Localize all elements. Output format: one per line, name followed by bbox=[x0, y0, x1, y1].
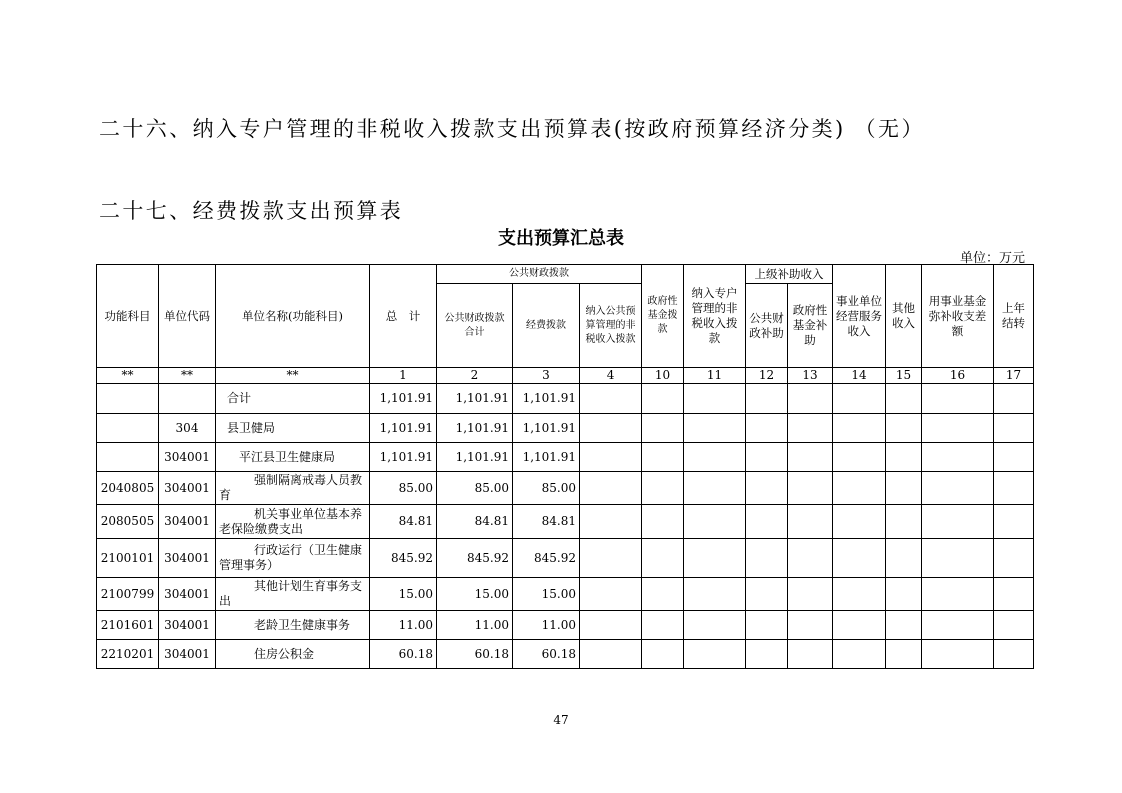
empty-cell bbox=[788, 611, 833, 640]
heading-27: 二十七、经费拨款支出预算表 bbox=[99, 199, 404, 223]
public-total-cell: 11.00 bbox=[437, 611, 513, 640]
column-number-row bbox=[97, 368, 1034, 384]
empty-cell bbox=[684, 640, 746, 669]
table-row bbox=[97, 472, 1034, 505]
empty-cell bbox=[684, 505, 746, 539]
public-total-cell: 845.92 bbox=[437, 539, 513, 578]
empty-cell bbox=[642, 611, 684, 640]
empty-cell bbox=[922, 443, 994, 472]
empty-cell bbox=[994, 578, 1034, 611]
empty-cell bbox=[788, 640, 833, 669]
table-body bbox=[97, 384, 1034, 669]
header-total: 总 计 bbox=[370, 265, 437, 368]
column-number: 10 bbox=[642, 368, 684, 384]
empty-cell bbox=[994, 505, 1034, 539]
func-code-cell: 2101601 bbox=[97, 611, 159, 640]
empty-cell bbox=[684, 472, 746, 505]
table-row bbox=[97, 505, 1034, 539]
unit-name-cell: 住房公积金 bbox=[216, 640, 370, 669]
funding-cell: 84.81 bbox=[513, 505, 580, 539]
column-number: ** bbox=[159, 368, 216, 384]
total-cell: 1,101.91 bbox=[370, 443, 437, 472]
funding-cell: 1,101.91 bbox=[513, 443, 580, 472]
func-code-cell: 2040805 bbox=[97, 472, 159, 505]
column-number: ** bbox=[216, 368, 370, 384]
column-number: 2 bbox=[437, 368, 513, 384]
funding-cell: 60.18 bbox=[513, 640, 580, 669]
unit-code-cell: 304001 bbox=[159, 539, 216, 578]
empty-cell bbox=[886, 578, 922, 611]
header-func-code: 功能科目 bbox=[97, 265, 159, 368]
func-code-cell bbox=[97, 414, 159, 443]
empty-cell bbox=[833, 640, 886, 669]
empty-cell bbox=[922, 539, 994, 578]
table-row bbox=[97, 640, 1034, 669]
unit-code-cell: 304001 bbox=[159, 505, 216, 539]
unit-name-cell: 老龄卫生健康事务 bbox=[216, 611, 370, 640]
table-title: 支出预算汇总表 bbox=[498, 228, 624, 249]
header-nontax-public: 纳入公共预算管理的非税收入拨款 bbox=[580, 284, 642, 368]
unit-code-cell: 304001 bbox=[159, 640, 216, 669]
empty-cell bbox=[994, 611, 1034, 640]
empty-cell bbox=[886, 443, 922, 472]
header-reserve: 用事业基金弥补收支差额 bbox=[922, 265, 994, 368]
total-cell: 15.00 bbox=[370, 578, 437, 611]
empty-cell bbox=[788, 505, 833, 539]
unit-name-cell: 合计 bbox=[216, 384, 370, 414]
empty-cell bbox=[580, 640, 642, 669]
empty-cell bbox=[642, 384, 684, 414]
column-number: 17 bbox=[994, 368, 1034, 384]
public-total-cell: 1,101.91 bbox=[437, 414, 513, 443]
empty-cell bbox=[994, 640, 1034, 669]
empty-cell bbox=[642, 578, 684, 611]
column-number: 3 bbox=[513, 368, 580, 384]
empty-cell bbox=[580, 539, 642, 578]
unit-code-cell: 304001 bbox=[159, 443, 216, 472]
empty-cell bbox=[886, 505, 922, 539]
empty-cell bbox=[642, 640, 684, 669]
unit-name-cell: 机关事业单位基本养老保险缴费支出 bbox=[216, 505, 370, 539]
column-number: 12 bbox=[746, 368, 788, 384]
empty-cell bbox=[922, 611, 994, 640]
empty-cell bbox=[746, 414, 788, 443]
column-number: 11 bbox=[684, 368, 746, 384]
empty-cell bbox=[922, 640, 994, 669]
empty-cell bbox=[684, 384, 746, 414]
empty-cell bbox=[922, 384, 994, 414]
unit-name-cell: 县卫健局 bbox=[216, 414, 370, 443]
funding-cell: 1,101.91 bbox=[513, 384, 580, 414]
empty-cell bbox=[684, 578, 746, 611]
unit-label: 单位：万元 bbox=[959, 251, 1025, 266]
empty-cell bbox=[833, 539, 886, 578]
empty-cell bbox=[746, 578, 788, 611]
unit-name-cell: 行政运行（卫生健康管理事务） bbox=[216, 539, 370, 578]
empty-cell bbox=[994, 384, 1034, 414]
unit-code-cell: 304001 bbox=[159, 472, 216, 505]
func-code-cell bbox=[97, 384, 159, 414]
empty-cell bbox=[580, 384, 642, 414]
empty-cell bbox=[886, 384, 922, 414]
header-public-group: 公共财政拨款 bbox=[437, 265, 642, 284]
funding-cell: 845.92 bbox=[513, 539, 580, 578]
unit-code-cell: 304 bbox=[159, 414, 216, 443]
empty-cell bbox=[684, 611, 746, 640]
empty-cell bbox=[886, 414, 922, 443]
empty-cell bbox=[922, 414, 994, 443]
funding-cell: 11.00 bbox=[513, 611, 580, 640]
header-carryover: 上年结转 bbox=[994, 265, 1034, 368]
empty-cell bbox=[994, 539, 1034, 578]
empty-cell bbox=[746, 472, 788, 505]
empty-cell bbox=[833, 611, 886, 640]
empty-cell bbox=[642, 472, 684, 505]
empty-cell bbox=[642, 414, 684, 443]
empty-cell bbox=[994, 414, 1034, 443]
funding-cell: 15.00 bbox=[513, 578, 580, 611]
empty-cell bbox=[788, 384, 833, 414]
public-total-cell: 15.00 bbox=[437, 578, 513, 611]
heading-26: 二十六、纳入专户管理的非税收入拨款支出预算表(按政府预算经济分类) （无） bbox=[99, 117, 925, 141]
total-cell: 85.00 bbox=[370, 472, 437, 505]
empty-cell bbox=[833, 384, 886, 414]
total-cell: 1,101.91 bbox=[370, 414, 437, 443]
func-code-cell: 2210201 bbox=[97, 640, 159, 669]
func-code-cell: 2100799 bbox=[97, 578, 159, 611]
empty-cell bbox=[642, 443, 684, 472]
total-cell: 1,101.91 bbox=[370, 384, 437, 414]
empty-cell bbox=[833, 472, 886, 505]
empty-cell bbox=[833, 443, 886, 472]
column-number: ** bbox=[97, 368, 159, 384]
empty-cell bbox=[684, 414, 746, 443]
total-cell: 84.81 bbox=[370, 505, 437, 539]
empty-cell bbox=[994, 472, 1034, 505]
empty-cell bbox=[833, 578, 886, 611]
header-funding: 经费拨款 bbox=[513, 284, 580, 368]
empty-cell bbox=[833, 414, 886, 443]
funding-cell: 1,101.91 bbox=[513, 414, 580, 443]
unit-name-cell: 强制隔离戒毒人员教育 bbox=[216, 472, 370, 505]
empty-cell bbox=[580, 505, 642, 539]
budget-table bbox=[96, 264, 1034, 669]
header-unit-name: 单位名称(功能科目) bbox=[216, 265, 370, 368]
unit-code-cell bbox=[159, 384, 216, 414]
column-number: 4 bbox=[580, 368, 642, 384]
empty-cell bbox=[746, 640, 788, 669]
table-row bbox=[97, 578, 1034, 611]
func-code-cell: 2080505 bbox=[97, 505, 159, 539]
empty-cell bbox=[788, 414, 833, 443]
header-gov-fund: 政府性基金拨款 bbox=[642, 265, 684, 368]
empty-cell bbox=[746, 505, 788, 539]
column-number: 15 bbox=[886, 368, 922, 384]
header-public-total: 公共财政拨款合计 bbox=[437, 284, 513, 368]
empty-cell bbox=[922, 505, 994, 539]
empty-cell bbox=[886, 640, 922, 669]
empty-cell bbox=[833, 505, 886, 539]
header-special-nontax: 纳入专户管理的非税收入拨款 bbox=[684, 265, 746, 368]
public-total-cell: 84.81 bbox=[437, 505, 513, 539]
table-row bbox=[97, 611, 1034, 640]
header-business-income: 事业单位经营服务收入 bbox=[833, 265, 886, 368]
empty-cell bbox=[994, 443, 1034, 472]
empty-cell bbox=[886, 611, 922, 640]
empty-cell bbox=[922, 472, 994, 505]
unit-code-cell: 304001 bbox=[159, 611, 216, 640]
column-number: 16 bbox=[922, 368, 994, 384]
page-number: 47 bbox=[553, 713, 569, 727]
empty-cell bbox=[746, 611, 788, 640]
table-row bbox=[97, 384, 1034, 414]
empty-cell bbox=[642, 539, 684, 578]
empty-cell bbox=[788, 472, 833, 505]
empty-cell bbox=[788, 578, 833, 611]
empty-cell bbox=[788, 443, 833, 472]
table-row bbox=[97, 443, 1034, 472]
empty-cell bbox=[886, 539, 922, 578]
empty-cell bbox=[684, 443, 746, 472]
total-cell: 11.00 bbox=[370, 611, 437, 640]
total-cell: 845.92 bbox=[370, 539, 437, 578]
funding-cell: 85.00 bbox=[513, 472, 580, 505]
public-total-cell: 60.18 bbox=[437, 640, 513, 669]
empty-cell bbox=[788, 539, 833, 578]
header-sup-public: 公共财政补助 bbox=[746, 284, 788, 368]
unit-name-cell: 其他计划生育事务支出 bbox=[216, 578, 370, 611]
empty-cell bbox=[922, 578, 994, 611]
empty-cell bbox=[580, 611, 642, 640]
public-total-cell: 1,101.91 bbox=[437, 443, 513, 472]
column-number: 13 bbox=[788, 368, 833, 384]
column-number: 1 bbox=[370, 368, 437, 384]
empty-cell bbox=[642, 505, 684, 539]
func-code-cell bbox=[97, 443, 159, 472]
empty-cell bbox=[580, 472, 642, 505]
header-unit-code: 单位代码 bbox=[159, 265, 216, 368]
empty-cell bbox=[580, 414, 642, 443]
empty-cell bbox=[746, 384, 788, 414]
empty-cell bbox=[746, 443, 788, 472]
empty-cell bbox=[580, 578, 642, 611]
unit-name-cell: 平江县卫生健康局 bbox=[216, 443, 370, 472]
header-sup-fund: 政府性基金补助 bbox=[788, 284, 833, 368]
empty-cell bbox=[580, 443, 642, 472]
table-row bbox=[97, 539, 1034, 578]
empty-cell bbox=[684, 539, 746, 578]
public-total-cell: 85.00 bbox=[437, 472, 513, 505]
unit-code-cell: 304001 bbox=[159, 578, 216, 611]
column-number: 14 bbox=[833, 368, 886, 384]
empty-cell bbox=[746, 539, 788, 578]
header-superior-group: 上级补助收入 bbox=[746, 265, 833, 284]
table-row bbox=[97, 414, 1034, 443]
total-cell: 60.18 bbox=[370, 640, 437, 669]
func-code-cell: 2100101 bbox=[97, 539, 159, 578]
public-total-cell: 1,101.91 bbox=[437, 384, 513, 414]
empty-cell bbox=[886, 472, 922, 505]
header-other-income: 其他收入 bbox=[886, 265, 922, 368]
